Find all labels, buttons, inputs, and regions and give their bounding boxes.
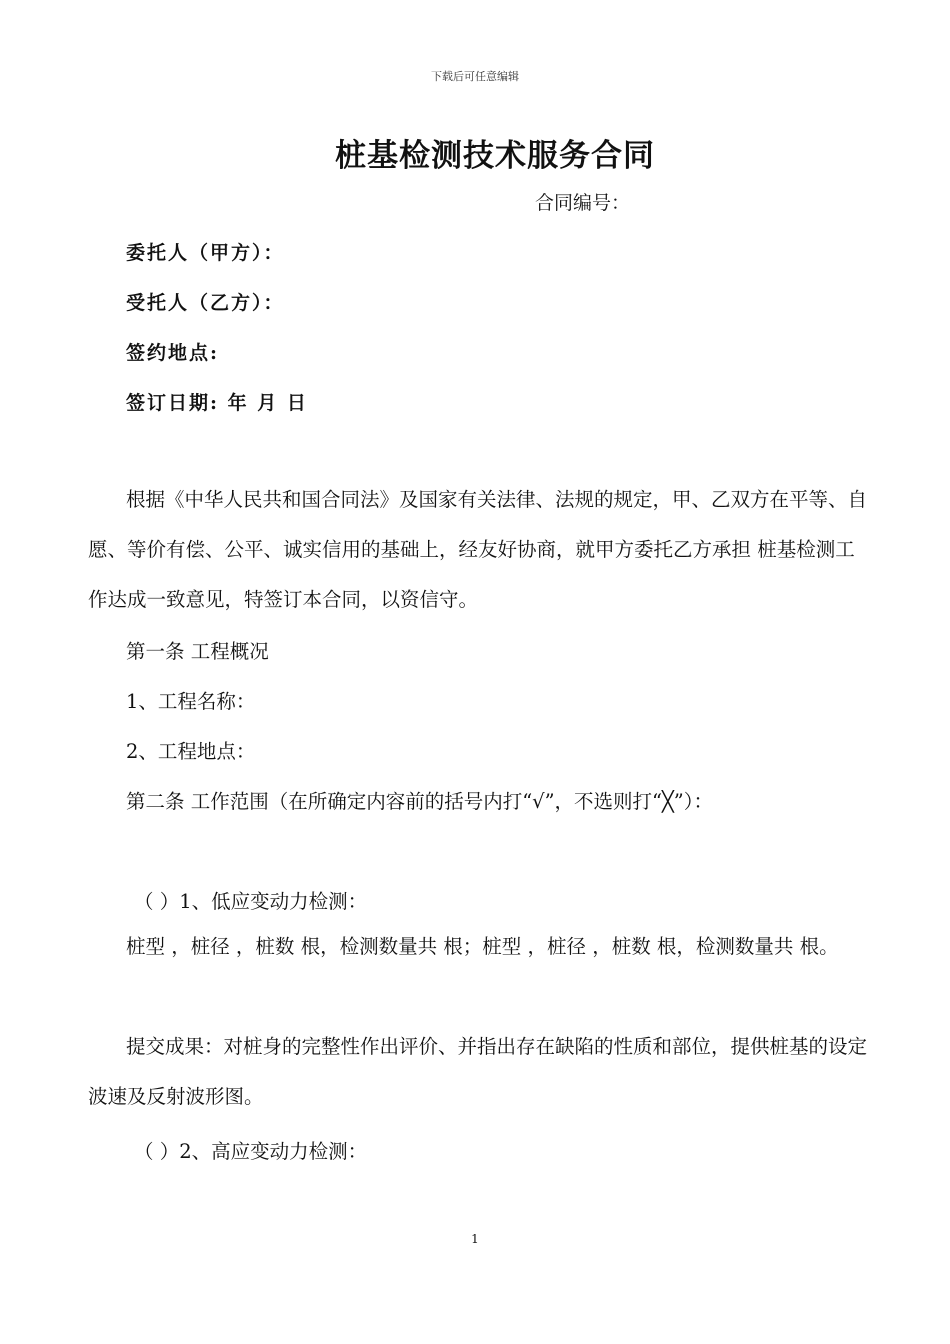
contractor-field: 受托人（乙方）： xyxy=(126,292,285,314)
signing-place-field: 签约地点: xyxy=(126,342,220,364)
article1-heading: 第一条 工程概况 xyxy=(126,640,269,663)
client-field: 委托人（甲方）： xyxy=(126,242,285,264)
header-note: 下载后可任意编辑 xyxy=(431,70,519,83)
article2-item1-detail: 桩型 ，桩径 ，桩数 根，检测数量共 根；桩型 ，桩径 ，桩数 根，检测数量共 根。 xyxy=(126,935,839,958)
article1-item-project-location: 2、工程地点： xyxy=(126,740,256,763)
article2-item1-result: 提交成果：对桩身的完整性作出评价、并指出存在缺陷的性质和部位，提供桩基的设定波速及反射波形图。 xyxy=(88,1035,868,1108)
page-number: 1 xyxy=(471,1232,479,1246)
article2-item2-heading: （ ）2、高应变动力检测： xyxy=(134,1140,368,1163)
article1-item-project-name: 1、工程名称： xyxy=(126,690,256,713)
contract-number-label: 合同编号： xyxy=(535,192,631,214)
signing-date-field: 签订日期: 年 月 日 xyxy=(126,392,308,414)
intro-paragraph: 根据《中华人民共和国合同法》及国家有关法律、法规的规定，甲、乙双方在平等、自愿、等价有偿、公平、诚实信用的基础上，经友好协商，就甲方委托乙方承担 桩基检测工作达成一致意见，特签订本合同，以资信守。 xyxy=(88,488,868,611)
article2-heading: 第二条 工作范围（在所确定内容前的括号内打“√”，不选则打“╳”）： xyxy=(126,790,713,813)
document-title: 桩基检测技术服务合同 xyxy=(335,138,655,174)
article2-item1-heading: （ ）1、低应变动力检测： xyxy=(134,890,368,913)
